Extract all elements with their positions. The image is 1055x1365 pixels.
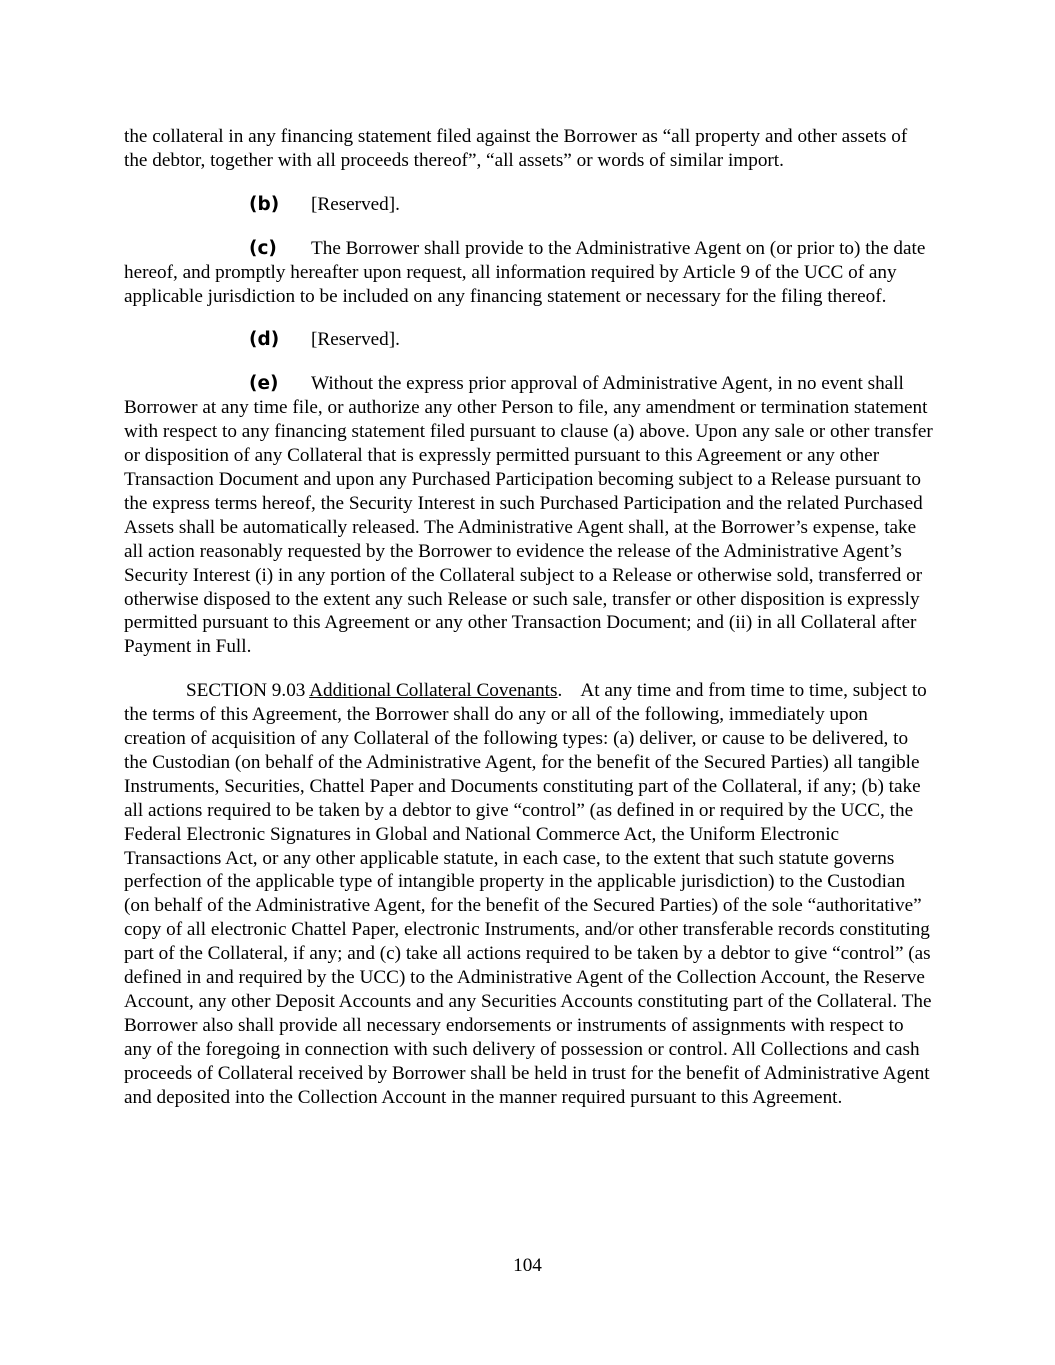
clause-text: [Reserved].	[311, 193, 400, 215]
clause-e	[124, 372, 934, 659]
clause-text: The Borrower shall provide to the Administrative Agent on (or prior to) the date hereof, and promptly hereafter upon request, all information required by Article 9 of the UCC of any applicable jurisdiction to be included on any financing statement or necessary for the filing thereof.	[124, 237, 926, 307]
document-page	[124, 125, 934, 1130]
clause-b	[124, 193, 934, 217]
section-heading-punct: .	[557, 680, 563, 702]
section-9-03	[124, 679, 934, 1109]
clause-c	[124, 237, 934, 309]
clause-marker: (c)	[249, 237, 277, 259]
clause-d	[124, 328, 934, 352]
clause-marker: (b)	[249, 193, 280, 215]
page-number: 104	[513, 1255, 542, 1276]
clause-text: Without the express prior approval of Administrative Agent, in no event shall Borrower at any time file, or authorize any other Person to file, any amendment or termination statement with respect to any financing statement filed pursuant to clause (a) above. Upon any sale or other transfer or disposition of any Collateral that is expressly permitted pursuant to this Agreement or any other Transaction Document and upon any Purchased Participation becoming subject to a Release pursuant to the express terms hereof, the Security Interest in such Purchased Participation and the related Purchased Assets shall be automatically released. The Administrative Agent shall, at the Borrower’s expense, take all action reasonably requested by the Borrower to evidence the release of the Administrative Agent’s Security Interest (i) in any portion of the Collateral subject to a Release or otherwise sold, transferred or otherwise disposed to the extent any such Release or such sale, transfer or other disposition is expressly permitted pursuant to this Agreement or any other Transaction Document; and (ii) in all Collateral after Payment in Full.	[124, 373, 933, 658]
clause-text: [Reserved].	[311, 329, 400, 351]
section-heading: Additional Collateral Covenants	[309, 680, 558, 702]
clause-marker: (e)	[249, 373, 279, 395]
carryover-paragraph: the collateral in any financing statement filed against the Borrower as “all property and other assets of the debtor, together with all proceeds thereof”, “all assets” or words of similar import.	[124, 126, 908, 171]
section-number: SECTION 9.03	[186, 680, 306, 702]
section-body: At any time and from time to time, subject to the terms of this Agreement, the Borrower shall do any or all of the following, immediately upon creation of acquisition of any Collateral of the following types: (a) deliver, or cause to be delivered, to the Custodian (on behalf of the Administrative Agent, for the benefit of the Secured Parties) all tangible Instruments, Securities, Chattel Paper and Documents constituting part of the Collateral, if any; (b) take all actions required to be taken by a debtor to give “control” (as defined in or required by the UCC, the Federal Electronic Signatures in Global and National Commerce Act, the Uniform Electronic Transactions Act, or any other applicable statute, in each case, to the extent that such statute governs perfection of the applicable type of intangible property in the applicable jurisdiction) to the Custodian (on behalf of the Administrative Agent, for the benefit of the Secured Parties) of the sole “authoritative” copy of all electronic Chattel Paper, electronic Instruments, and/or other transferable records constituting part of the Collateral, if any; and (c) take all actions required to be taken by a debtor to give “control” (as defined in and required by the UCC) to the Administrative Agent of the Collection Account, the Reserve Account, any other Deposit Accounts and any Securities Accounts constituting part of the Collateral. The Borrower also shall provide all necessary endorsements or instruments of assignments with respect to any of the foregoing in connection with such delivery of possession or control. All Collections and cash proceeds of Collateral received by Borrower shall be held in trust for the benefit of Administrative Agent and deposited into the Collection Account in the manner required pursuant to this Agreement.	[124, 680, 932, 1108]
clause-marker: (d)	[249, 329, 280, 351]
